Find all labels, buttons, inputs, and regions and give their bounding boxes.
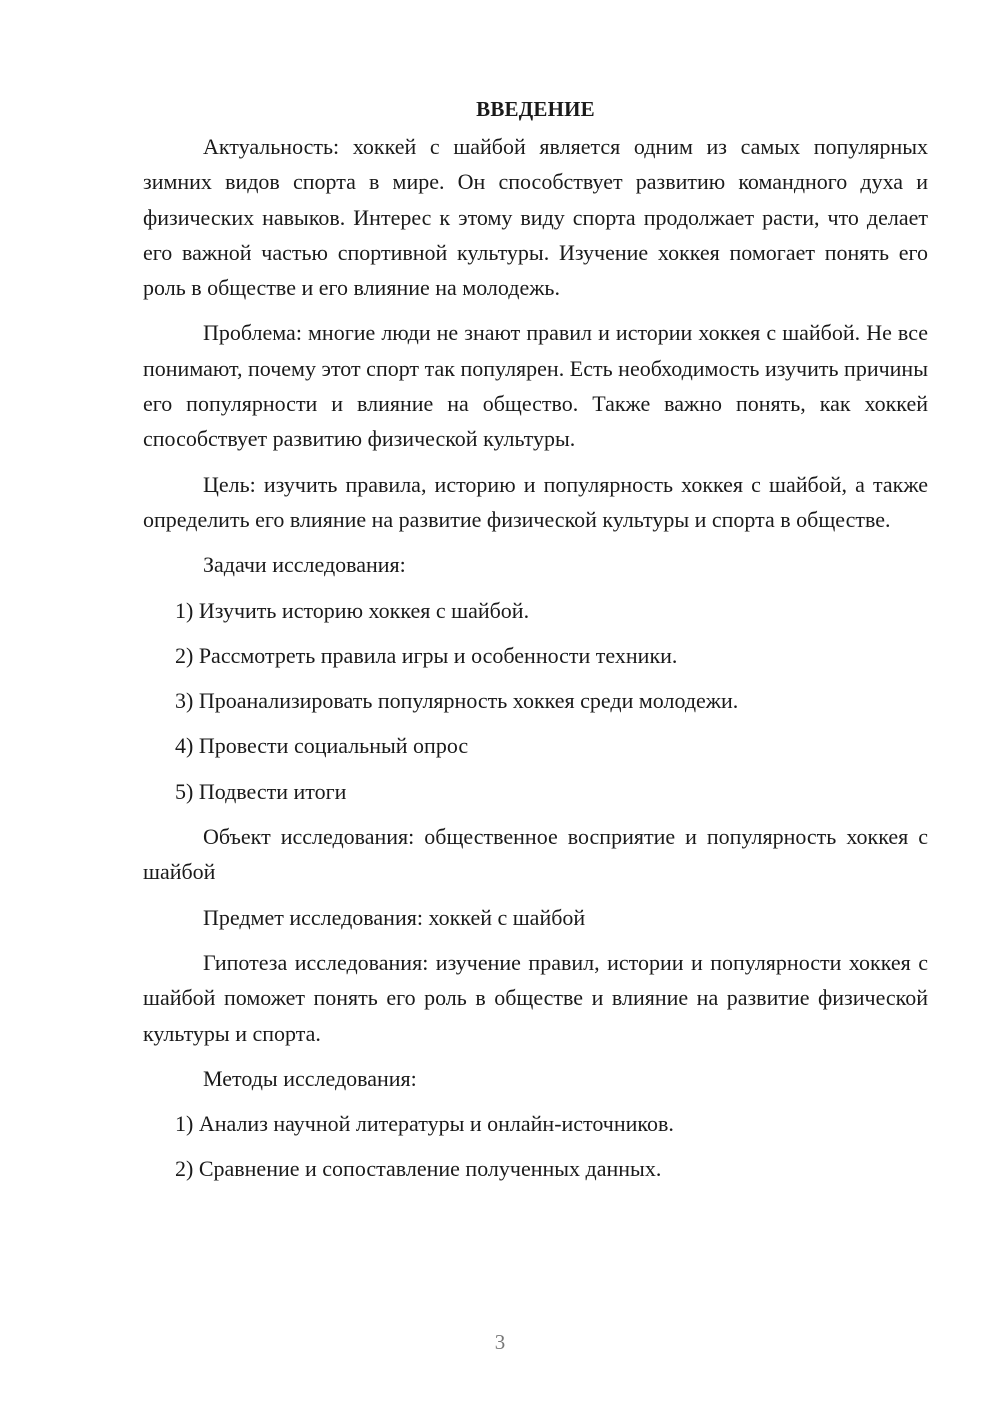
object-paragraph: Объект исследования: общественное восприятие и популярность хоккея с шайбой [143,824,928,885]
problem-paragraph: Проблема: многие люди не знают правил и истории хоккея с шайбой. Не все понимают, почему этот спорт так популярен. Есть необходимость изучить причины его популярности и влияние на общество. Также важно понять, как хоккей способствует развитию физической культуры. [143,320,928,452]
methods-heading: Методы исследования: [203,1065,417,1091]
task-item-3: 3) Проанализировать популярность хоккея среди молодежи. [175,688,739,714]
task-item-5: 5) Подвести итоги [175,778,347,804]
subject-paragraph: Предмет исследования: хоккей с шайбой [203,904,586,930]
goal-paragraph: Цель: изучить правила, историю и популярность хоккея с шайбой, а также определить его влияние на развитие физической культуры и спорта в обществе. [143,471,928,532]
task-item-1: 1) Изучить историю хоккея с шайбой. [175,597,530,623]
relevance-paragraph: Актуальность: хоккей с шайбой является одним из самых популярных зимних видов спорта в мире. Он способствует развитию командного духа и физических навыков. Интерес к этому виду спорта продолжает расти, что делает его важной частью спортивной культуры. Изучение хоккея помогает понять его роль в обществе и его влияние на молодежь. [143,134,928,301]
hypothesis-paragraph: Гипотеза исследования: изучение правил, истории и популярности хоккея с шайбой поможет понять его роль в обществе и влияние на развитие физической культуры и спорта. [143,949,928,1046]
section-heading: ВВЕДЕНИЕ [476,97,595,121]
method-item-2: 2) Сравнение и сопоставление полученных данных. [175,1156,662,1182]
tasks-heading: Задачи исследования: [203,552,406,578]
method-item-1: 1) Анализ научной литературы и онлайн-источников. [175,1111,674,1137]
document-page [143,92,928,1197]
task-item-2: 2) Рассмотреть правила игры и особенности техники. [175,642,678,668]
task-item-4: 4) Провести социальный опрос [175,733,469,759]
page-number: 3 [494,1330,506,1354]
